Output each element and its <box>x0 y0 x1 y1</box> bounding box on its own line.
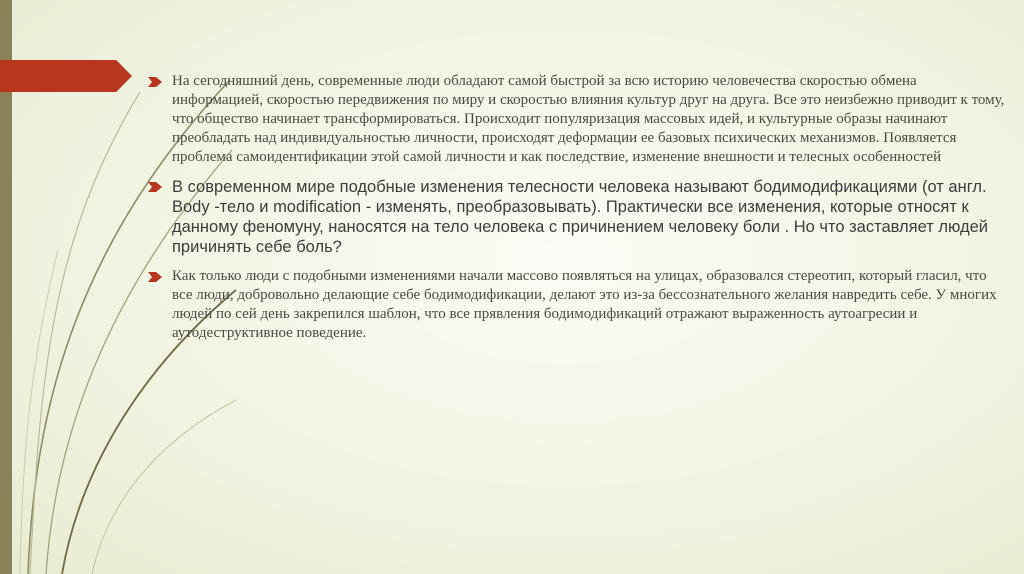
paragraph-text: Как только люди с подобными изменениями начали массово появляться на улицах, образовался стереотип, который гласил, что все люди, добровольно делающие себе бодимодификации, делают это из-за бессознательного желания навредить себе. У многих людей по сей день закрепился шаблон, что все прявления бодимодификаций отражают выраженность аутоагресии и аутодеструктивное поведение. <box>172 268 997 341</box>
bullet-item <box>148 72 1010 167</box>
paragraph-text: В современном мире подобные изменения телесности человека называют бодимодификациями (от англ. Body -тело и modification - изменять, преобразовывать). Практически все изменения, которые относят к данному феномуну, наносятся на тело человека с причинением человеку боли . Но что заставляет людей причинять себе боль? <box>172 178 989 256</box>
bullet-arrow-icon <box>148 182 162 192</box>
title-accent-band <box>0 60 132 92</box>
paragraph-text: На сегодняшний день, современные люди обладают самой быстрой за всю историю человечества скоростью обмена информацией, скоростью передвижения по миру и скоростью влияния культур друг на друга. Все это неизбежно приводит к тому, что общество начинает трансформироваться. Происходит популяризация массовых идей, и культурные образы начинают преобладать над индивидуальностью личности, происходят деформации ее базовых психических механизмов. Появляется проблема самоидентификации этой самой личности и как последствие, изменение внешности и телесных особенностей <box>172 73 1005 165</box>
bullet-item <box>148 177 1010 257</box>
slide-content <box>148 72 1010 343</box>
bullet-arrow-icon <box>148 77 162 87</box>
bullet-item <box>148 267 1010 343</box>
bullet-arrow-icon <box>148 272 162 282</box>
